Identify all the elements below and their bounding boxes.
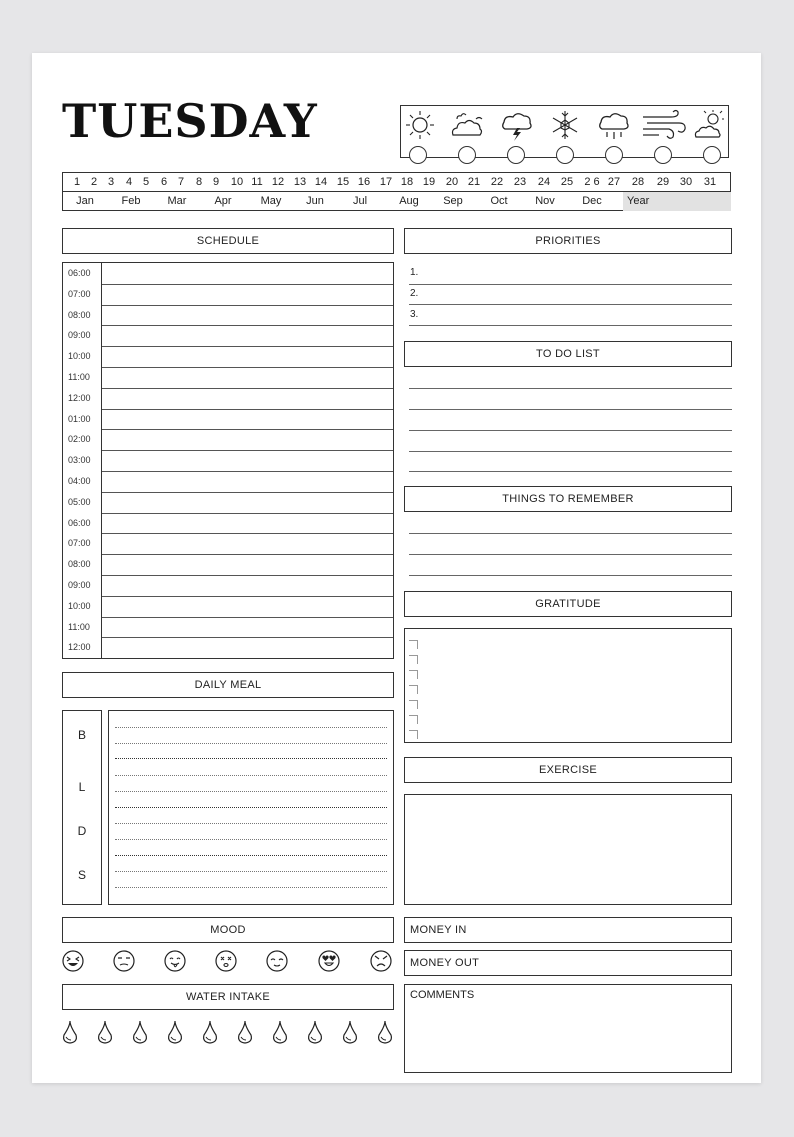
time-label: 08:00	[68, 309, 91, 320]
priority-number: 3.	[410, 309, 419, 320]
gratitude-header: GRATITUDE	[404, 591, 732, 617]
weather-select-rain[interactable]	[605, 146, 623, 164]
schedule-entry-line[interactable]	[102, 305, 393, 306]
snow-icon	[547, 109, 583, 141]
gratitude-checkbox[interactable]	[409, 715, 418, 724]
schedule-entry-line[interactable]	[102, 367, 393, 368]
weather-select-snow[interactable]	[556, 146, 574, 164]
gratitude-checkbox[interactable]	[409, 700, 418, 709]
day-number[interactable]: 20	[445, 176, 459, 188]
time-label: 06:00	[68, 268, 91, 278]
meal-entry-line[interactable]	[115, 839, 387, 840]
remember-line[interactable]	[409, 533, 732, 534]
month-label[interactable]: Dec	[582, 195, 602, 207]
month-label[interactable]: May	[260, 195, 282, 207]
schedule-entry-line[interactable]	[102, 429, 393, 430]
things-to-remember-header: THINGS TO REMEMBER	[404, 486, 732, 512]
meal-letter-lunch: L	[78, 780, 86, 794]
time-label: 11:00	[68, 621, 90, 632]
day-number[interactable]: 29	[656, 176, 670, 188]
gratitude-checkbox[interactable]	[409, 655, 418, 664]
comments-box[interactable]	[404, 984, 732, 1073]
year-label: Year	[627, 195, 650, 207]
month-label[interactable]: Feb	[121, 195, 141, 207]
water-drop-icon[interactable]	[377, 1020, 393, 1044]
planner-page	[32, 53, 761, 1083]
day-number[interactable]: 25	[560, 176, 574, 188]
day-number[interactable]: 3	[107, 176, 115, 188]
day-number[interactable]: 21	[467, 176, 481, 188]
meal-entry-line[interactable]	[115, 743, 387, 744]
time-label: 07:00	[68, 288, 91, 299]
month-label[interactable]: Jul	[352, 195, 368, 207]
todo-line[interactable]	[409, 471, 732, 472]
day-number[interactable]: 8	[195, 176, 203, 188]
wind-icon	[641, 109, 687, 141]
meal-divider	[115, 807, 387, 808]
rain-icon	[596, 109, 632, 141]
schedule-entry-line[interactable]	[102, 409, 393, 410]
schedule-entry-line[interactable]	[102, 575, 393, 576]
day-number[interactable]: 2	[90, 176, 98, 188]
schedule-entry-line[interactable]	[102, 617, 393, 618]
todo-line[interactable]	[409, 451, 732, 452]
water-drop-icon[interactable]	[62, 1020, 78, 1044]
meal-letter-snack: S	[77, 868, 86, 882]
time-label: 12:00	[68, 642, 91, 653]
day-number[interactable]: 14	[314, 176, 328, 188]
gratitude-box[interactable]	[404, 628, 732, 743]
todo-line[interactable]	[409, 430, 732, 431]
meal-entries	[108, 710, 394, 905]
schedule-entry-line[interactable]	[102, 637, 393, 638]
water-drop-icon[interactable]	[97, 1020, 113, 1044]
meal-divider	[115, 758, 387, 759]
schedule-entry-line[interactable]	[102, 492, 393, 493]
day-number[interactable]: 31	[703, 176, 717, 188]
time-label: 07:00	[68, 538, 91, 549]
schedule-entry-line[interactable]	[102, 596, 393, 597]
schedule-header: SCHEDULE	[62, 228, 394, 254]
time-label: 10:00	[68, 351, 91, 362]
schedule-entry-line[interactable]	[102, 388, 393, 389]
meal-letter-breakfast: B	[77, 728, 86, 742]
day-number[interactable]: 4	[125, 176, 133, 188]
gratitude-checkbox[interactable]	[409, 730, 418, 739]
dizzy-face-icon[interactable]	[215, 950, 237, 972]
day-number[interactable]: 30	[679, 176, 693, 188]
water-intake-header: WATER INTAKE	[62, 984, 394, 1010]
angry-face-icon[interactable]	[370, 950, 392, 972]
day-number[interactable]: 22	[490, 176, 504, 188]
meal-entry-line[interactable]	[115, 791, 387, 792]
weather-select-wind[interactable]	[654, 146, 672, 164]
time-label: 09:00	[68, 580, 91, 590]
month-label[interactable]: Oct	[490, 195, 508, 207]
date-selector	[62, 172, 731, 211]
month-label[interactable]: Mar	[167, 195, 187, 207]
day-number[interactable]: 10	[230, 176, 244, 188]
schedule-entry-line[interactable]	[102, 471, 393, 472]
priority-line[interactable]	[409, 325, 732, 326]
water-drop-icon[interactable]	[307, 1020, 323, 1044]
meal-entry-line[interactable]	[115, 727, 387, 728]
month-label[interactable]: Nov	[535, 195, 555, 207]
water-drop-icon[interactable]	[132, 1020, 148, 1044]
weather-select-sunny[interactable]	[409, 146, 427, 164]
weather-tracker	[400, 105, 729, 158]
gratitude-checkbox[interactable]	[409, 685, 418, 694]
time-label: 08:00	[68, 559, 91, 570]
priority-line[interactable]	[409, 284, 732, 285]
day-number[interactable]: 17	[379, 176, 393, 188]
time-label: 03:00	[68, 455, 91, 466]
time-label: 04:00	[68, 476, 91, 486]
remember-line[interactable]	[409, 554, 732, 555]
schedule-grid	[62, 262, 394, 659]
month-label[interactable]: Jun	[306, 195, 324, 207]
priorities-header: PRIORITIES	[404, 228, 732, 254]
water-drop-icon[interactable]	[342, 1020, 358, 1044]
water-drop-icon[interactable]	[272, 1020, 288, 1044]
time-label: 06:00	[68, 517, 91, 528]
day-number[interactable]: 12	[271, 176, 285, 188]
day-number[interactable]: 19	[422, 176, 436, 188]
day-number[interactable]: 1	[73, 176, 81, 188]
day-number[interactable]: 23	[513, 176, 527, 188]
exercise-header: EXERCISE	[404, 757, 732, 783]
meal-divider	[115, 855, 387, 856]
schedule-entry-line[interactable]	[102, 450, 393, 451]
exercise-box[interactable]	[404, 794, 732, 905]
time-label: 05:00	[68, 496, 91, 507]
sunny-icon	[403, 109, 439, 141]
month-label[interactable]: Sep	[443, 195, 463, 207]
meal-entry-line[interactable]	[115, 775, 387, 776]
day-number[interactable]: 2 6	[584, 176, 600, 188]
meal-letters	[62, 710, 102, 905]
day-number[interactable]: 11	[251, 176, 263, 188]
month-label[interactable]: Jan	[76, 195, 94, 207]
water-drop-icon[interactable]	[202, 1020, 218, 1044]
priority-number: 2.	[410, 288, 419, 299]
time-label: 11:00	[68, 372, 90, 382]
month-label[interactable]: Apr	[214, 195, 232, 207]
day-number[interactable]: 18	[400, 176, 414, 188]
remember-line[interactable]	[409, 575, 732, 576]
laughing-face-icon[interactable]	[62, 950, 84, 972]
gratitude-checkbox[interactable]	[409, 640, 418, 649]
comments-label: COMMENTS	[410, 989, 475, 1001]
day-number[interactable]: 16	[357, 176, 371, 188]
day-number[interactable]: 6	[160, 176, 168, 188]
day-number[interactable]: 9	[212, 176, 220, 188]
day-number[interactable]: 13	[293, 176, 307, 188]
water-drop-icon[interactable]	[237, 1020, 253, 1044]
money-in-field[interactable]: MONEY IN	[404, 917, 732, 943]
time-label: 10:00	[68, 600, 91, 611]
day-row	[63, 173, 730, 192]
smiling-face-icon[interactable]	[266, 950, 288, 972]
priority-line[interactable]	[409, 304, 732, 305]
day-number[interactable]: 5	[142, 176, 150, 188]
schedule-entry-line[interactable]	[102, 554, 393, 555]
water-drop-icon[interactable]	[167, 1020, 183, 1044]
todo-header: TO DO LIST	[404, 341, 732, 367]
weather-select-partly-sunny[interactable]	[703, 146, 721, 164]
weather-select-cloudy[interactable]	[458, 146, 476, 164]
time-label: 12:00	[68, 392, 91, 403]
month-label[interactable]: Aug	[399, 195, 419, 207]
meal-entry-line[interactable]	[115, 823, 387, 824]
money-out-field[interactable]: MONEY OUT	[404, 950, 732, 976]
day-title: TUESDAY	[62, 94, 318, 148]
tongue-face-icon[interactable]	[164, 950, 186, 972]
thunderstorm-icon	[499, 109, 535, 141]
weather-select-thunderstorm[interactable]	[507, 146, 525, 164]
priority-number: 1.	[410, 267, 419, 278]
cloudy-icon	[449, 109, 485, 141]
daily-meal-header: DAILY MEAL	[62, 672, 394, 698]
schedule-entry-line[interactable]	[102, 533, 393, 534]
schedule-entry-line[interactable]	[102, 513, 393, 514]
time-label: 09:00	[68, 330, 91, 341]
day-number[interactable]: 7	[177, 176, 185, 188]
schedule-entry-line[interactable]	[102, 284, 393, 285]
day-number[interactable]: 27	[607, 176, 621, 188]
mood-header: MOOD	[62, 917, 394, 943]
schedule-entry-line[interactable]	[102, 346, 393, 347]
heart-eyes-face-icon[interactable]	[318, 950, 340, 972]
meal-letter-dinner: D	[77, 824, 87, 838]
schedule-entry-line[interactable]	[102, 325, 393, 326]
partly-sunny-icon	[693, 109, 729, 141]
meal-entry-line[interactable]	[115, 871, 387, 872]
todo-line[interactable]	[409, 409, 732, 410]
todo-line[interactable]	[409, 388, 732, 389]
time-label: 01:00	[68, 413, 91, 424]
day-number[interactable]: 15	[336, 176, 350, 188]
day-number[interactable]: 28	[631, 176, 645, 188]
day-number[interactable]: 24	[537, 176, 551, 188]
unamused-face-icon[interactable]	[113, 950, 135, 972]
time-label: 02:00	[68, 434, 91, 445]
gratitude-checkbox[interactable]	[409, 670, 418, 679]
meal-entry-line[interactable]	[115, 887, 387, 888]
